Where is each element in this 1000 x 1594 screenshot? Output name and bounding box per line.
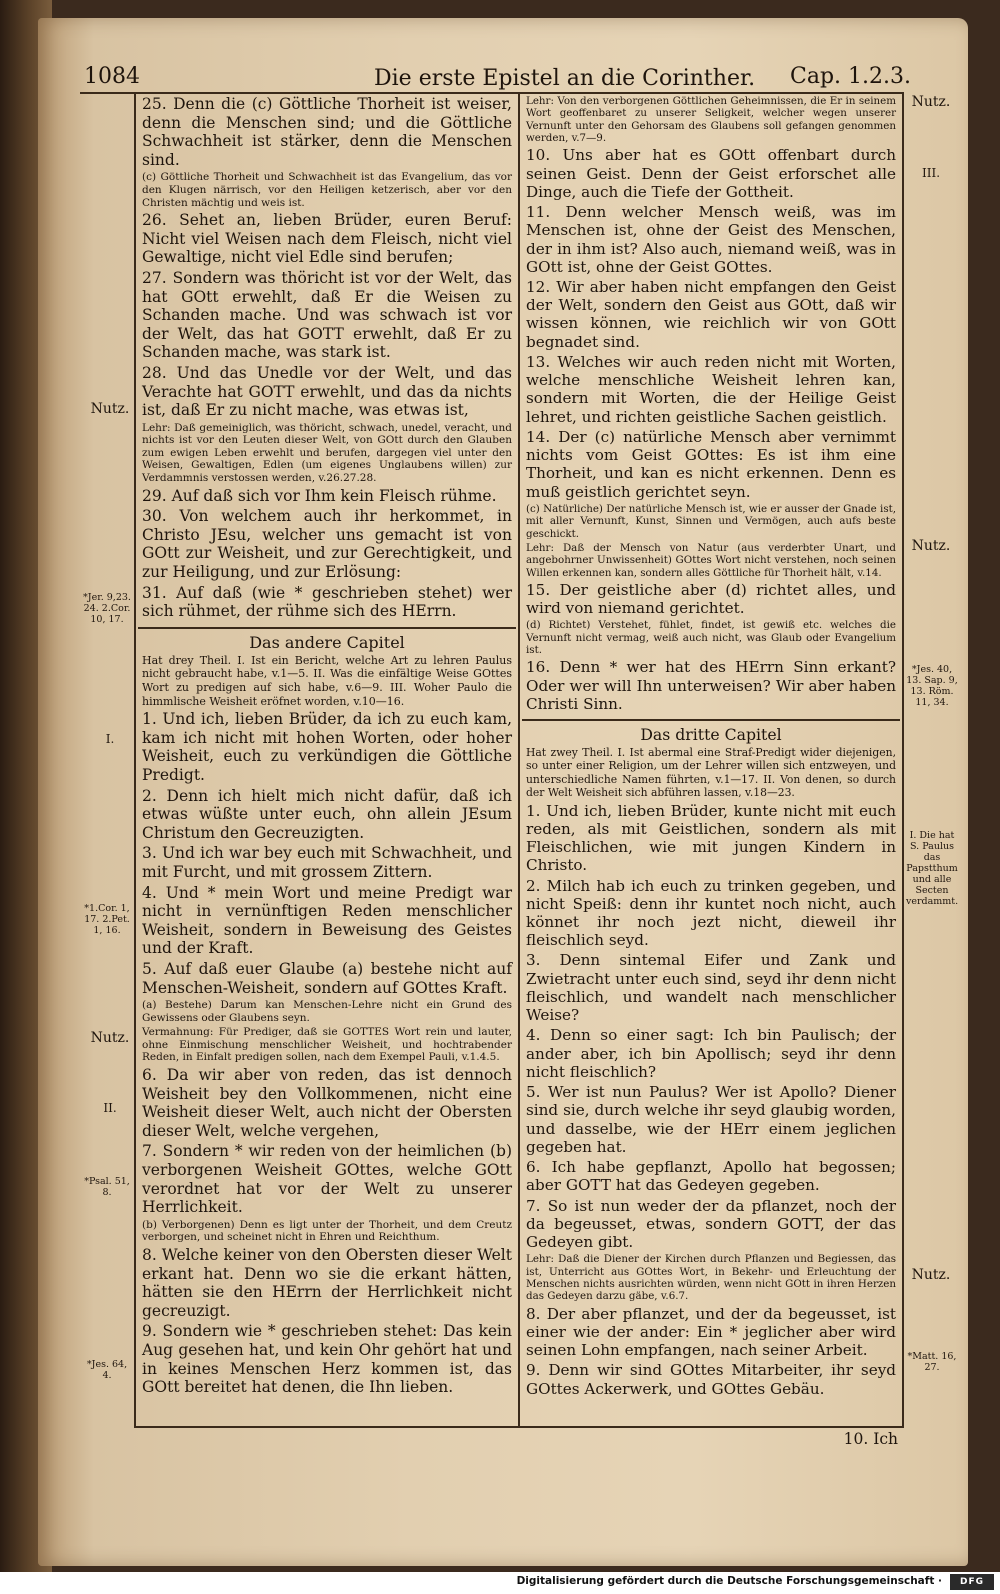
footer-credit: Digitalisierung gefördert durch die Deutsche Forschungsgemeinschaft · [516, 1575, 942, 1587]
margin-reference: *Jes. 64, 4. [86, 1359, 128, 1381]
verse: 3. Und ich war bey euch mit Schwachheit, und mit Furcht, und mit grossem Zittern. [142, 844, 512, 881]
verse: 8. Der aber pflanzet, und der da begeusset, ist einer wie der ander: Ein * jeglicher aber wird seinen Lohn empfangen, nach seiner Arbeit. [526, 1304, 896, 1360]
verse: 7. Sondern * wir reden von der heimlichen (b) verborgenen Weisheit GOttes, welche GOtt verordnet hat vor der Welt zu unserer Herrlichkeit. [142, 1142, 512, 1217]
left-margin-rule [134, 92, 136, 1426]
commentary-note: (d) Richtet) Verstehet, fühlet, findet, ist gewiß etc. welches die Vernunft nicht vermag, weiß auch nicht, was Glaub oder Evangelium ist. [526, 619, 896, 657]
chapter-title: Das dritte Capitel [640, 725, 782, 745]
chapter-title: Das andere Capitel [249, 632, 405, 652]
running-title: Die erste Epistel an die Corinther. [374, 66, 756, 91]
verse: 26. Sehet an, lieben Brüder, euren Beruf: Nicht viel Weisen nach dem Fleisch, nicht viel Gewaltige, nicht viel Edle sind berufen; [142, 211, 512, 267]
margin-reference: *Matt. 16, 27. [907, 1351, 957, 1373]
dfg-logo: DFG [950, 1574, 994, 1590]
verse: 1. Und ich, lieben Brüder, kunte nicht mit euch reden, als mit Geistlichen, sondern als mit Fleischlichen, wie mit jungen Kindern in Christo. [526, 801, 896, 875]
margin-nutz: Nutz. [90, 1030, 130, 1046]
verse: 4. Und * mein Wort und meine Predigt war nicht in vernünftigen Reden menschlicher Weisheit, sondern in Beweisung des Geistes und der Kraft. [142, 883, 512, 958]
verse: 6. Da wir aber von reden, das ist dennoch Weisheit bey den Vollkommenen, nicht eine Weisheit dieser Welt, auch nicht der Obersten dieser Welt, welche vergehen, [142, 1066, 512, 1140]
verse: 7. So ist nun weder der da pflanzet, noch der da begeusset, etwas, sondern GOTT, der das Gedeyen gibt. [526, 1196, 896, 1251]
commentary-note: (c) Göttliche Thorheit und Schwachheit ist das Evangelium, das vor den Klugen närrisch, vor den Heiligen ketzerisch, aber vor den Christen mächtig und weis ist. [142, 171, 512, 209]
right-margin-rule [902, 92, 904, 1426]
verse: 29. Auf daß sich vor Ihm kein Fleisch rühme. [142, 486, 497, 505]
margin-gloss: I. Die hat S. Paulus das Papstthum und alle Secten verdammt. [906, 830, 959, 907]
chapter-separator-rule [138, 627, 516, 629]
chapter-reference: Cap. 1.2.3. [790, 64, 911, 89]
margin-reference: *Jer. 9,23. 24. 2.Cor. 10, 17. [83, 592, 131, 625]
verse: 28. Und das Unedle vor der Welt, und das Verachte hat GOTT erwehlt, und das da nichts ist, daß Er zu nicht mache, was etwas ist, [142, 363, 512, 420]
catchword: 10. Ich [843, 1430, 898, 1448]
verse: 4. Denn so einer sagt: Ich bin Paulisch; der ander aber, ich bin Apollisch; seyd ihr denn nicht fleischlich? [526, 1026, 896, 1081]
margin-section-number: III. [921, 166, 941, 180]
commentary-note: (b) Verborgenen) Denn es ligt unter der Thorheit, und dem Creutz verborgen, und scheinet nicht in Ehren und Reichthum. [142, 1218, 512, 1244]
chapter-summary: Hat drey Theil. I. Ist ein Bericht, welche Art zu lehren Paulus nicht gebraucht habe, v.1—5. II. Was die einfältige Weise GOttes Wort zu predigen auf sich habe, v.6—9. III. Woher Paulo die himmlische Weisheit eröfnet worden, v.10—16. [142, 653, 512, 708]
verse: 16. Denn * wer hat des HErrn Sinn erkant? Oder wer will Ihn unterweisen? Wir aber haben Christi Sinn. [526, 658, 896, 713]
verse: 5. Auf daß euer Glaube (a) bestehe nicht auf Menschen-Weisheit, sondern auf GOttes Kraft. [142, 959, 512, 997]
commentary-note: Lehr: Daß die Diener der Kirchen durch Pflanzen und Begiessen, das ist, Unterricht aus GOttes Wort, in Bekehr- und Erleuchtung der Menschen nichts ausrichten würden, wenn nicht GOtt in ihren Herzen das Gedeyen darzu gäbe, v.6.7. [526, 1253, 896, 1303]
verse: 9. Sondern wie * geschrieben stehet: Das kein Aug gesehen hat, und kein Ohr gehört hat und in keines Menschen Herz kommen ist, das GOtt bereitet hat denen, die Ihn lieben. [142, 1322, 512, 1397]
verse: 5. Wer ist nun Paulus? Wer ist Apollo? Diener sind sie, durch welche ihr seyd glaubig worden, und dasselbe, wie der HErr einem jeglichen gegeben hat. [526, 1083, 896, 1156]
margin-reference: *Jes. 40, 13. Sap. 9, 13. Röm. 11, 34. [906, 664, 958, 708]
margin-nutz: Nutz. [911, 94, 951, 110]
commentary-note: Vermahnung: Für Prediger, daß sie GOTTES Wort rein und lauter, ohne Einmischung menschlicher Weisheit, und hochtrabender Reden, in Einfalt predigen sollen, nach dem Exempel Pauli, v.1.4.5. [142, 1026, 512, 1064]
verse: 2. Milch hab ich euch zu trinken gegeben, und nicht Speiß: denn ihr kuntet noch nicht, auch könnet ihr noch jezt nicht, dieweil ihr fleischlich seyd. [526, 876, 896, 950]
commentary-note: Lehr: Daß gemeiniglich, was thöricht, schwach, unedel, veracht, und nichts ist vor den Leuten dieser Welt, von GOtt durch den Glauben zum ewigen Leben erwehlt und berufen, dargegen viel unter den Weisen, Gewaltigen, Edlen (um eigenes Unglaubens willen) zur Verdammnis verstossen werden, v.26.27.28. [142, 421, 512, 485]
margin-section-number: I. [105, 732, 115, 746]
margin-reference: *1.Cor. 1, 17. 2.Pet. 1, 16. [84, 903, 130, 936]
verse: 30. Von welchem auch ihr herkommet, in Christo JEsu, welcher uns gemacht ist von GOtt zur Weisheit, und zur Gerechtigkeit, und zur Heiligung, und zur Erlösung: [142, 507, 512, 582]
verse: 27. Sondern was thöricht ist vor der Welt, das hat GOtt erwehlt, daß Er die Weisen zu Schanden mache. Und was schwach ist vor der Welt, das hat GOTT erwehlt, daß Er zu Schanden mache, was stark ist. [142, 268, 512, 362]
margin-nutz: Nutz. [911, 538, 951, 554]
header-rule [80, 92, 904, 94]
verse: 13. Welches wir auch reden nicht mit Worten, welche menschliche Weisheit lehren kan, sondern mit Worten, die der Heilige Geist lehret, und richten geistliche Sachen geistlich. [526, 352, 896, 426]
verse: 6. Ich habe gepflanzt, Apollo hat begossen; aber GOTT hat das Gedeyen gegeben. [526, 1158, 896, 1195]
verse: 25. Denn die (c) Göttliche Thorheit ist weiser, denn die Menschen sind; und die Göttliche Schwachheit ist stärker, denn die Menschen sind. [142, 95, 512, 169]
verse: 15. Der geistliche aber (d) richtet alles, und wird von niemand gerichtet. [526, 580, 896, 618]
verse: 1. Und ich, lieben Brüder, da ich zu euch kam, kam ich nicht mit hohen Worten, oder hoher Weisheit, euch zu verkündigen die Göttliche Predigt. [142, 710, 512, 784]
chapter-separator-rule [522, 719, 900, 721]
footer-rule [134, 1426, 904, 1428]
verse: 9. Denn wir sind GOttes Mitarbeiter, ihr seyd GOttes Ackerwerk, und GOttes Gebäu. [526, 1361, 896, 1398]
margin-section-number: II. [103, 1101, 117, 1115]
page-number: 1084 [84, 64, 140, 89]
commentary-note: (c) Natürliche) Der natürliche Mensch ist, wie er ausser der Gnade ist, mit aller Vernunft, Kunst, Sinnen und Vermögen, auch aufs beste geschickt. [526, 502, 896, 540]
verse: 8. Welche keiner von den Obersten dieser Welt erkant hat. Denn wo sie die erkant hätten, hätten sie den HErrn der Herrlichkeit nicht gecreuzigt. [142, 1246, 512, 1320]
margin-nutz: Nutz. [911, 1267, 951, 1283]
margin-nutz: Nutz. [90, 401, 130, 417]
commentary-note: Lehr: Von den verborgenen Göttlichen Geheimnissen, die Er in seinem Wort geoffenbaret zu unserer Seligkeit, welcher wegen unserer Vernunft unter den Gehorsam des Glaubens soll gefangen genommen werden, v.7—9. [526, 95, 896, 145]
right-text-column [526, 95, 896, 1400]
verse: 10. Uns aber hat es GOtt offenbart durch seinen Geist. Denn der Geist erforschet alle Dinge, auch die Tiefe der Gottheit. [526, 146, 896, 201]
verse: 2. Denn ich hielt mich nicht dafür, daß ich etwas wüßte unter euch, ohn allein JEsum Christum den Gecreuzigten. [142, 786, 512, 842]
verse: 3. Denn sintemal Eifer und Zank und Zwietracht unter euch sind, seyd ihr denn nicht fleischlich, und wandelt nach menschlicher Weise? [526, 951, 896, 1025]
chapter-summary: Hat zwey Theil. I. Ist abermal eine Straf-Predigt wider diejenigen, so unter einer Religion, um der Lehrer willen sich entzweyen, und unterschiedliche Namen führten, v.1—17. II. Von denen, so durch der Welt Weisheit sich abführen lassen, v.18—23. [526, 746, 896, 800]
commentary-note: Lehr: Daß der Mensch von Natur (aus verderbter Unart, und angebohrner Unwissenheit) GOttes Wort nicht verstehen, noch seinen Willen erkennen kan, sondern alles Göttliche für Thorheit hält, v.14. [526, 541, 896, 579]
verse: 12. Wir aber haben nicht empfangen den Geist der Welt, sondern den Geist aus GOtt, daß wir wissen können, wie reichlich wir von GOtt begnadet sind. [526, 278, 896, 351]
commentary-note: (a) Bestehe) Darum kan Menschen-Lehre nicht ein Grund des Gewissens oder Glaubens seyn. [142, 999, 512, 1024]
verse: 14. Der (c) natürliche Mensch aber vernimmt nichts vom Geist GOttes: Es ist ihm eine Thorheit, und kan es nicht erkennen. Denn es muß geistlich gerichtet seyn. [526, 427, 896, 501]
center-column-rule [518, 92, 520, 1426]
verse: 31. Auf daß (wie * geschrieben stehet) wer sich rühmet, der rühme sich des HErrn. [142, 583, 512, 621]
left-text-column [142, 95, 512, 1399]
margin-reference: *Psal. 51, 8. [84, 1176, 130, 1198]
verse: 11. Denn welcher Mensch weiß, was im Menschen ist, ohne der Geist des Menschen, der in ihm ist? Also auch, niemand weiß, was in GOtt ist, ohne der Geist GOttes. [526, 203, 896, 276]
